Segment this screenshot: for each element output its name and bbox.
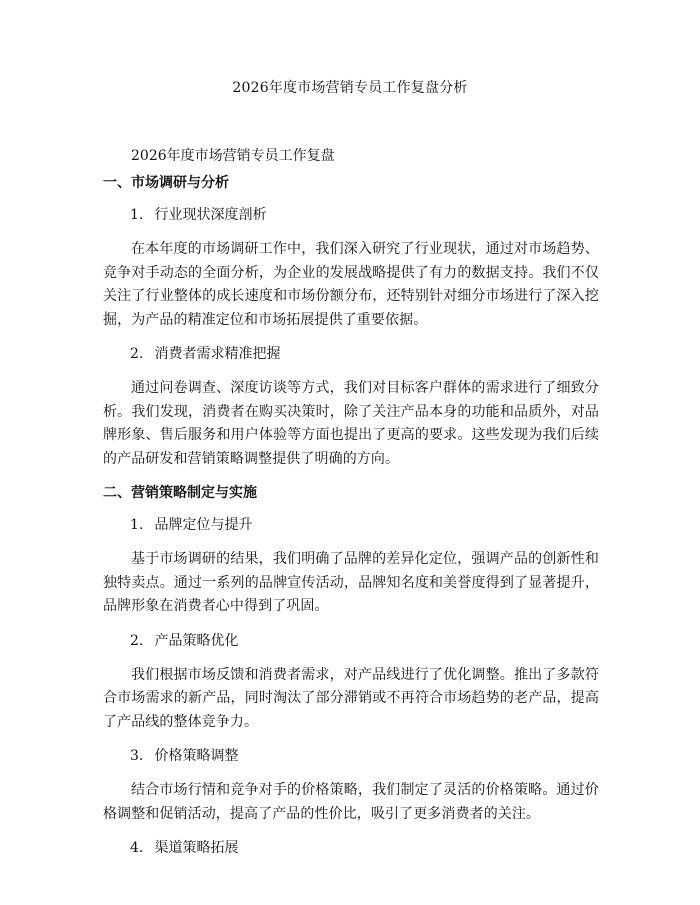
paragraph: 基于市场调研的结果，我们明确了品牌的差异化定位，强调产品的创新性和独特卖点。通过一系列的品牌宣传活动，品牌知名度和美誉度得到了显著提升，品牌形象在消费者心中得到了巩固。 — [103, 551, 599, 614]
subsection-number: 2. — [130, 632, 144, 649]
subsection-heading — [103, 344, 599, 364]
subsection-title: 行业现状深度剖析 — [154, 207, 267, 223]
subsection-number: 1. — [130, 517, 144, 533]
subsection-number: 2. — [130, 346, 144, 362]
subsection-heading — [103, 746, 599, 766]
subsection-number: 1. — [130, 207, 144, 223]
subsection-heading — [103, 515, 599, 535]
subsection-title: 品牌定位与提升 — [154, 517, 253, 533]
document-body — [103, 173, 599, 858]
subsection-heading — [103, 631, 599, 651]
subsection-title: 渠道策略拓展 — [154, 840, 239, 856]
paragraph: 结合市场行情和竞争对手的价格策略，我们制定了灵活的价格策略。通过价格调整和促销活动，提高了产品的性价比，吸引了更多消费者的关注。 — [103, 782, 599, 822]
paragraph: 在本年度的市场调研工作中，我们深入研究了行业现状，通过对市场趋势、竞争对手动态的全面分析，为企业的发展战略提供了有力的数据支持。我们不仅关注了行业整体的成长速度和市场份额分布，还特别针对细分市场进行了深入挖掘，为产品的精准定位和市场拓展提供了重要依据。 — [103, 241, 599, 328]
section-heading: 二、营销策略制定与实施 — [103, 485, 257, 501]
document-subtitle: 2026年度市场营销专员工作复盘 — [131, 148, 335, 164]
paragraph: 我们根据市场反馈和消费者需求，对产品线进行了优化调整。推出了多款符合市场需求的新产品，同时淘汰了部分滞销或不再符合市场趋势的老产品，提高了产品线的整体竞争力。 — [103, 666, 599, 730]
subsection-title: 消费者需求精准把握 — [154, 346, 281, 362]
section-heading: 一、市场调研与分析 — [103, 175, 229, 191]
subsection-title: 价格策略调整 — [154, 748, 239, 764]
subsection-title: 产品策略优化 — [154, 632, 239, 649]
subsection-heading — [103, 838, 599, 858]
subsection-number: 4. — [130, 840, 144, 856]
subsection-number: 3. — [130, 748, 144, 764]
document-title: 2026年度市场营销专员工作复盘分析 — [232, 80, 468, 96]
paragraph: 通过问卷调查、深度访谈等方式，我们对目标客户群体的需求进行了细致分析。我们发现，消费者在购买决策时，除了关注产品本身的功能和品质外，对品牌形象、售后服务和用户体验等方面也提出了更高的要求。这些发现为我们后续的产品研发和营销策略调整提供了明确的方向。 — [103, 380, 599, 467]
subsection-heading — [103, 205, 599, 225]
